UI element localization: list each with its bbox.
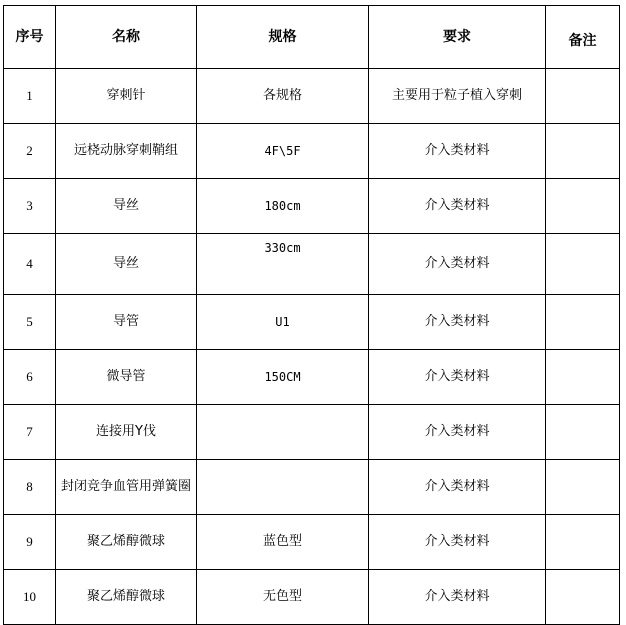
cell-name: 导丝 [56,234,197,295]
cell-name: 聚乙烯醇微球 [56,570,197,625]
cell-name: 远桡动脉穿刺鞘组 [56,124,197,179]
cell-requirement: 介入类材料 [369,295,546,350]
cell-note [546,69,620,124]
cell-requirement: 介入类材料 [369,124,546,179]
cell-requirement: 介入类材料 [369,570,546,625]
cell-requirement: 介入类材料 [369,405,546,460]
cell-name: 聚乙烯醇微球 [56,515,197,570]
cell-spec: 180cm [197,179,369,234]
header-no: 序号 [4,6,56,69]
cell-note [546,515,620,570]
table-row [4,570,620,625]
header-note: 备注 [546,6,620,69]
cell-spec: U1 [197,295,369,350]
cell-spec: 无色型 [197,570,369,625]
header-row [4,6,620,69]
cell-name: 微导管 [56,350,197,405]
cell-requirement: 介入类材料 [369,234,546,295]
table-row [4,515,620,570]
cell-note [546,179,620,234]
cell-spec: 各规格 [197,69,369,124]
cell-requirement: 介入类材料 [369,460,546,515]
cell-no: 5 [4,295,56,350]
cell-no: 8 [4,460,56,515]
cell-name: 导管 [56,295,197,350]
cell-name: 连接用Y伐 [56,405,197,460]
cell-note [546,295,620,350]
cell-no: 4 [4,234,56,295]
cell-no: 7 [4,405,56,460]
cell-note [546,405,620,460]
table-row [4,69,620,124]
cell-no: 9 [4,515,56,570]
header-requirement: 要求 [369,6,546,69]
table-row [4,405,620,460]
cell-note [546,350,620,405]
cell-no: 1 [4,69,56,124]
table-row [4,124,620,179]
cell-spec: 4F\5F [197,124,369,179]
cell-no: 10 [4,570,56,625]
cell-note [546,460,620,515]
cell-no: 3 [4,179,56,234]
cell-requirement: 介入类材料 [369,515,546,570]
materials-table [3,5,620,625]
table-row [4,350,620,405]
cell-name: 穿刺针 [56,69,197,124]
cell-no: 2 [4,124,56,179]
header-spec: 规格 [197,6,369,69]
cell-note [546,570,620,625]
table-row [4,460,620,515]
table-row [4,179,620,234]
cell-name: 导丝 [56,179,197,234]
table-row [4,234,620,295]
cell-spec [197,460,369,515]
cell-requirement: 介入类材料 [369,179,546,234]
cell-spec: 150CM [197,350,369,405]
cell-requirement: 介入类材料 [369,350,546,405]
cell-requirement: 主要用于粒子植入穿刺 [369,69,546,124]
cell-spec: 蓝色型 [197,515,369,570]
header-name: 名称 [56,6,197,69]
cell-no: 6 [4,350,56,405]
cell-spec [197,405,369,460]
cell-name: 封闭竞争血管用弹簧圈 [56,460,197,515]
cell-note [546,124,620,179]
table-row [4,295,620,350]
cell-spec: 330cm [197,234,369,295]
cell-note [546,234,620,295]
